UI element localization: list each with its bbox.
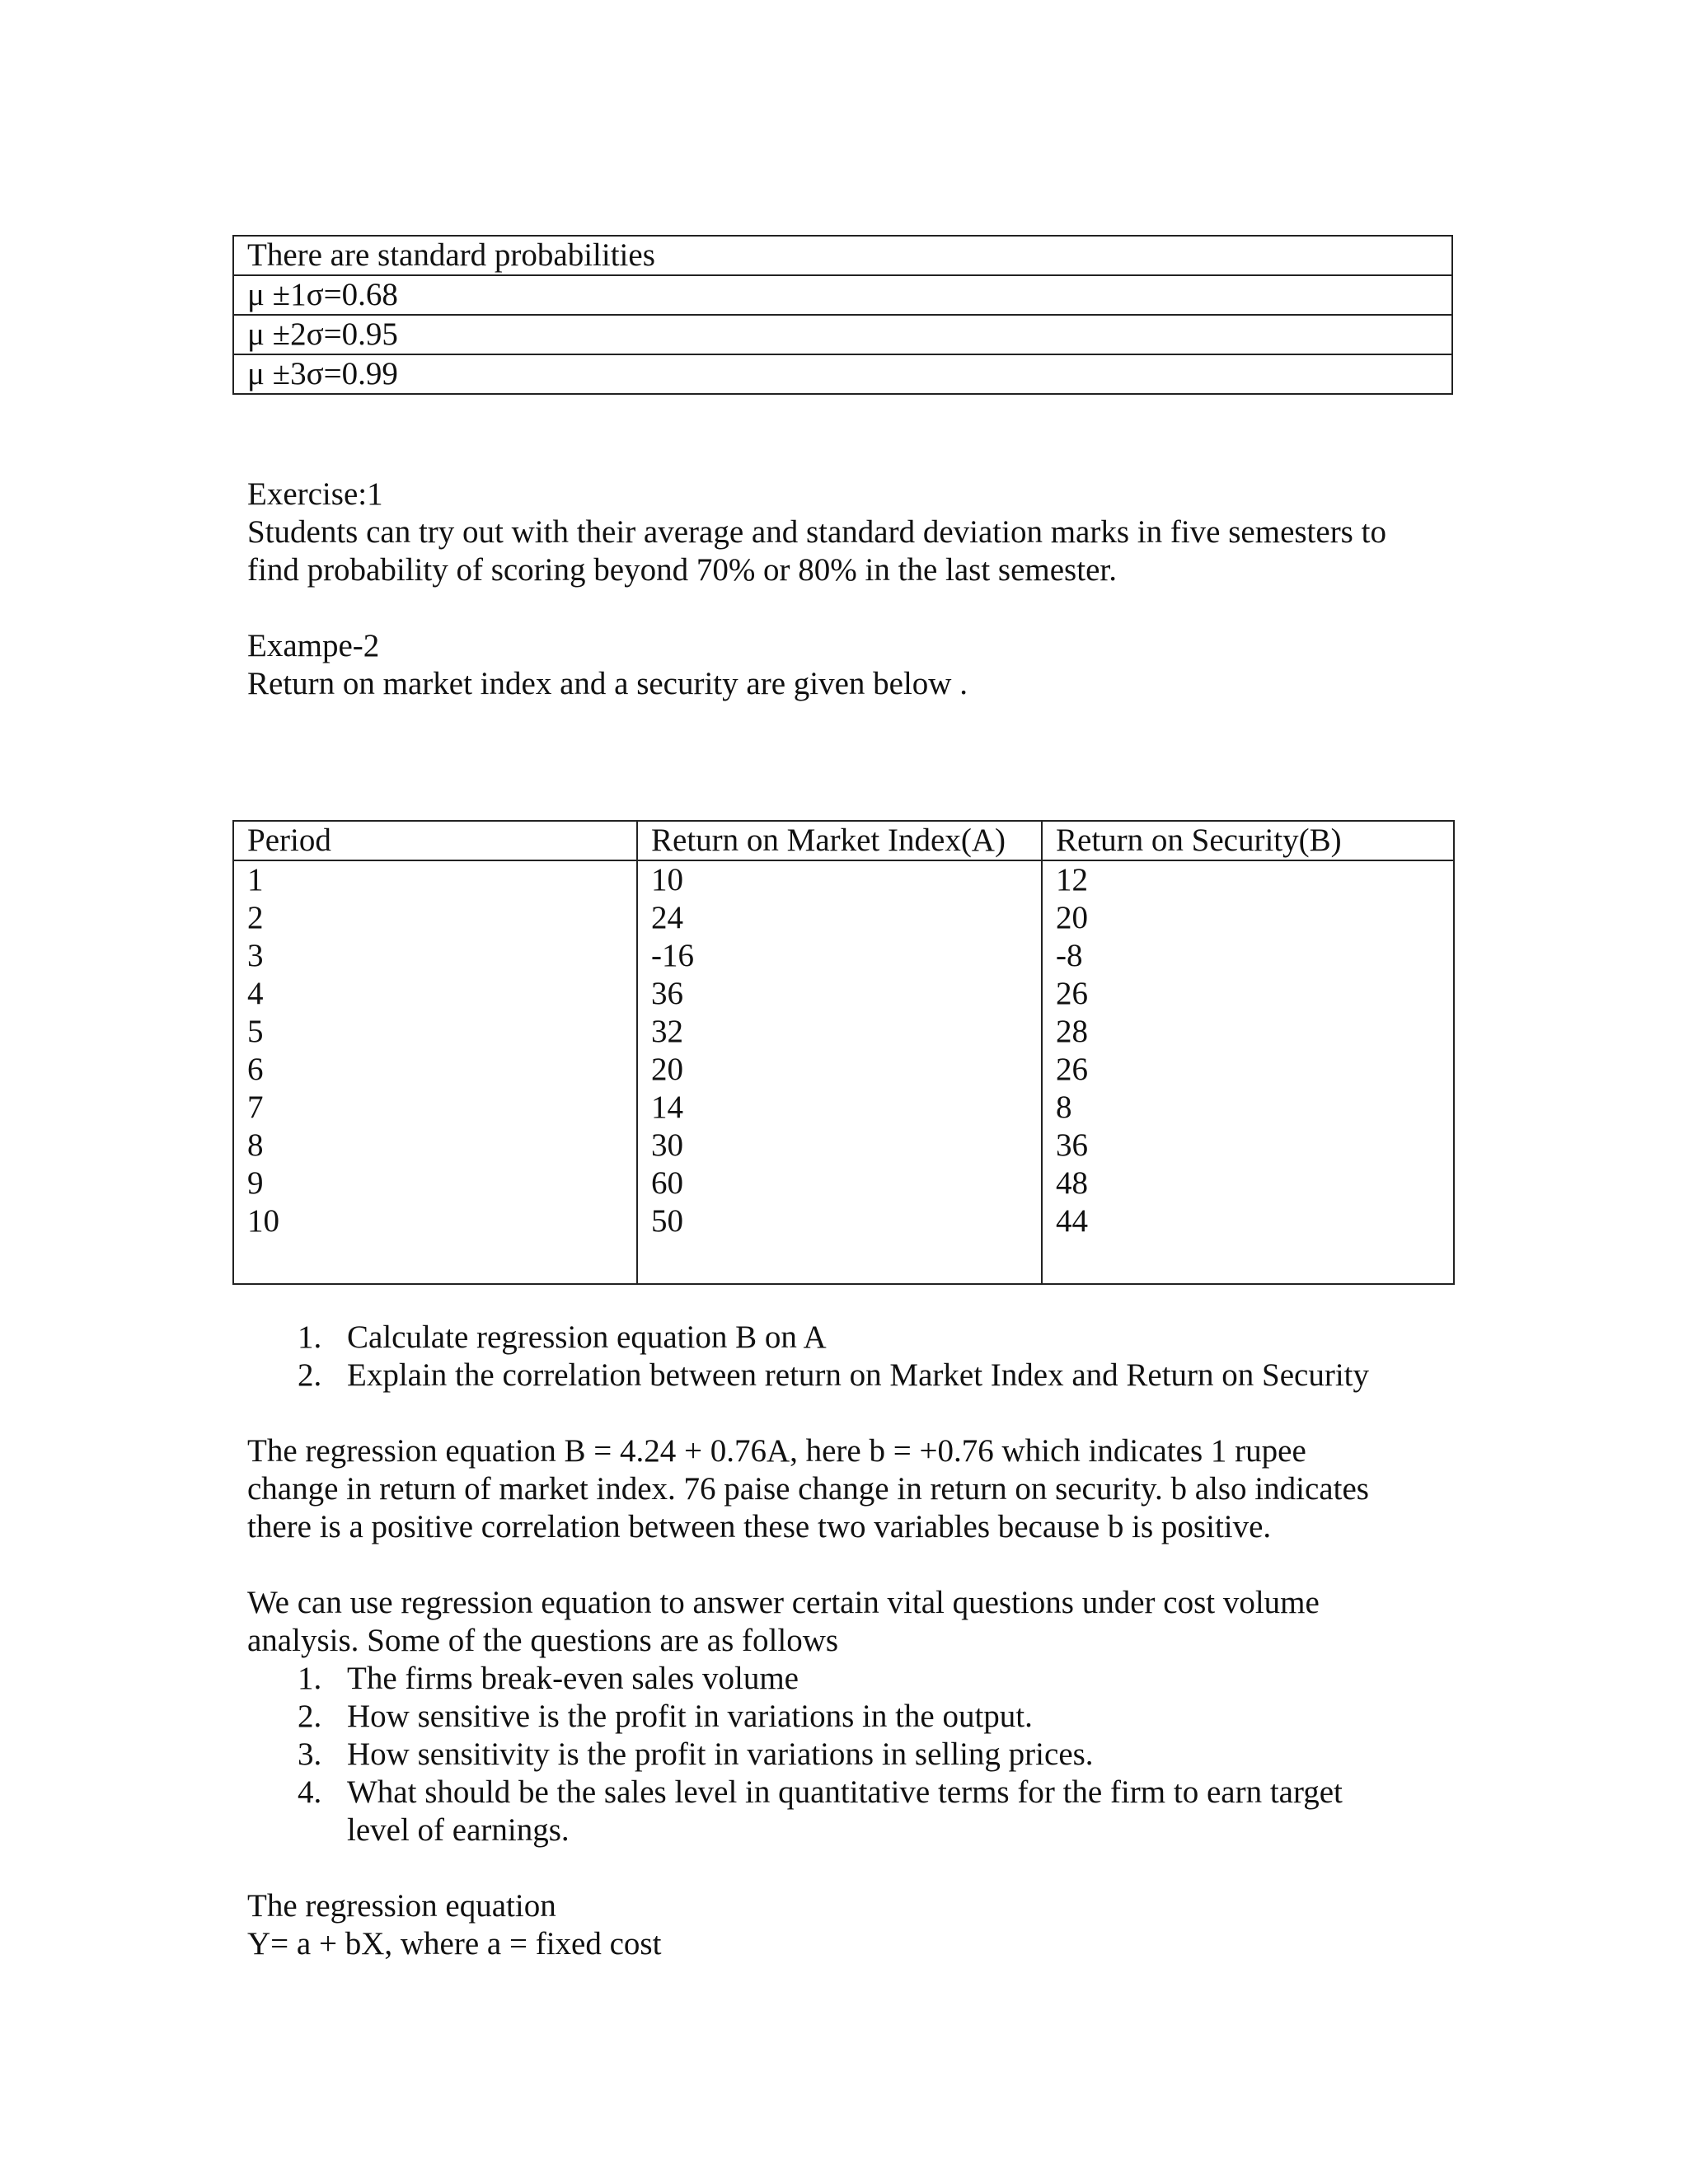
list-item bbox=[298, 1736, 1343, 1774]
prob-table-row: μ ±1σ=0.68 bbox=[233, 275, 1452, 315]
list-number: 3. bbox=[298, 1736, 322, 1772]
list-item bbox=[298, 1319, 1369, 1357]
cost-volume-paragraph-line: We can use regression equation to answer certain vital questions under cost volume bbox=[247, 1585, 1320, 1620]
example2-heading: Exampe-2 bbox=[247, 628, 380, 663]
questions-list bbox=[298, 1660, 1343, 1849]
exercise1-line: find probability of scoring beyond 70% or 80% in the last semester. bbox=[247, 552, 1117, 588]
table-row bbox=[233, 937, 1454, 975]
security-cell: 36 bbox=[1042, 1127, 1454, 1165]
period-cell: 3 bbox=[233, 937, 637, 975]
column-header-security: Return on Security(B) bbox=[1042, 821, 1454, 860]
list-text: How sensitivity is the profit in variations in selling prices. bbox=[347, 1736, 1094, 1772]
security-cell: 44 bbox=[1042, 1202, 1454, 1240]
table-row bbox=[233, 1051, 1454, 1089]
prob-table-row: μ ±3σ=0.99 bbox=[233, 354, 1452, 394]
period-cell: 5 bbox=[233, 1013, 637, 1051]
list-text-continued: level of earnings. bbox=[347, 1812, 570, 1848]
table-empty-row bbox=[233, 1240, 1454, 1284]
table-header-row bbox=[233, 821, 1454, 860]
security-cell: 8 bbox=[1042, 1089, 1454, 1127]
tasks-list bbox=[298, 1319, 1370, 1394]
table-row bbox=[233, 899, 1454, 937]
list-number: 2. bbox=[298, 1699, 322, 1734]
period-cell: 9 bbox=[233, 1165, 637, 1202]
prob-table-row: μ ±2σ=0.95 bbox=[233, 315, 1452, 354]
table-row bbox=[233, 860, 1454, 899]
prob-table-row: There are standard probabilities bbox=[233, 236, 1452, 275]
period-cell: 4 bbox=[233, 975, 637, 1013]
market-index-cell: 24 bbox=[637, 899, 1042, 937]
list-number: 1. bbox=[298, 1661, 322, 1696]
list-number: 2. bbox=[298, 1357, 322, 1393]
security-cell: 26 bbox=[1042, 1051, 1454, 1089]
list-text: Calculate regression equation B on A bbox=[347, 1319, 827, 1355]
period-cell: 10 bbox=[233, 1202, 637, 1240]
returns-table bbox=[232, 820, 1455, 1285]
security-cell: 12 bbox=[1042, 860, 1454, 899]
table-row bbox=[233, 1202, 1454, 1240]
list-text: How sensitive is the profit in variations in the output. bbox=[347, 1699, 1033, 1734]
list-text: The firms break-even sales volume bbox=[347, 1661, 799, 1696]
market-index-cell: 10 bbox=[637, 860, 1042, 899]
market-index-cell: 60 bbox=[637, 1165, 1042, 1202]
closing-equation: Y= a + bX, where a = fixed cost bbox=[247, 1926, 662, 1961]
exercise1-line: Students can try out with their average and standard deviation marks in five semesters to bbox=[247, 514, 1386, 550]
cost-volume-paragraph-line: analysis. Some of the questions are as follows bbox=[247, 1623, 839, 1658]
list-item bbox=[298, 1774, 1343, 1849]
list-text: What should be the sales level in quantitative terms for the firm to earn target bbox=[347, 1774, 1343, 1810]
market-index-cell: 20 bbox=[637, 1051, 1042, 1089]
market-index-cell: 14 bbox=[637, 1089, 1042, 1127]
list-item bbox=[298, 1660, 1343, 1698]
regression-paragraph-line: there is a positive correlation between these two variables because b is positive. bbox=[247, 1509, 1272, 1544]
list-number: 1. bbox=[298, 1319, 322, 1355]
regression-paragraph-line: change in return of market index. 76 paise change in return on security. b also indicates bbox=[247, 1471, 1369, 1507]
security-cell: 20 bbox=[1042, 899, 1454, 937]
list-text: Explain the correlation between return on Market Index and Return on Security bbox=[347, 1357, 1370, 1393]
table-row bbox=[233, 1013, 1454, 1051]
period-cell: 8 bbox=[233, 1127, 637, 1165]
market-index-cell: 32 bbox=[637, 1013, 1042, 1051]
period-cell: 7 bbox=[233, 1089, 637, 1127]
market-index-cell: 36 bbox=[637, 975, 1042, 1013]
regression-paragraph-line: The regression equation B = 4.24 + 0.76A, here b = +0.76 which indicates 1 rupee bbox=[247, 1433, 1306, 1469]
column-header-market-index: Return on Market Index(A) bbox=[637, 821, 1042, 860]
closing-heading: The regression equation bbox=[247, 1888, 556, 1924]
exercise1-heading: Exercise:1 bbox=[247, 476, 383, 512]
security-cell: 48 bbox=[1042, 1165, 1454, 1202]
list-number: 4. bbox=[298, 1774, 322, 1810]
standard-probabilities-table bbox=[232, 235, 1453, 395]
table-row bbox=[233, 975, 1454, 1013]
period-cell: 6 bbox=[233, 1051, 637, 1089]
table-row bbox=[233, 1089, 1454, 1127]
table-row bbox=[233, 1127, 1454, 1165]
period-cell: 1 bbox=[233, 860, 637, 899]
example2-text: Return on market index and a security are given below . bbox=[247, 666, 968, 701]
column-header-period: Period bbox=[233, 821, 637, 860]
security-cell: 26 bbox=[1042, 975, 1454, 1013]
security-cell: 28 bbox=[1042, 1013, 1454, 1051]
market-index-cell: -16 bbox=[637, 937, 1042, 975]
list-item bbox=[298, 1698, 1343, 1736]
market-index-cell: 30 bbox=[637, 1127, 1042, 1165]
market-index-cell: 50 bbox=[637, 1202, 1042, 1240]
list-item bbox=[298, 1357, 1370, 1394]
security-cell: -8 bbox=[1042, 937, 1454, 975]
table-row bbox=[233, 1165, 1454, 1202]
period-cell: 2 bbox=[233, 899, 637, 937]
